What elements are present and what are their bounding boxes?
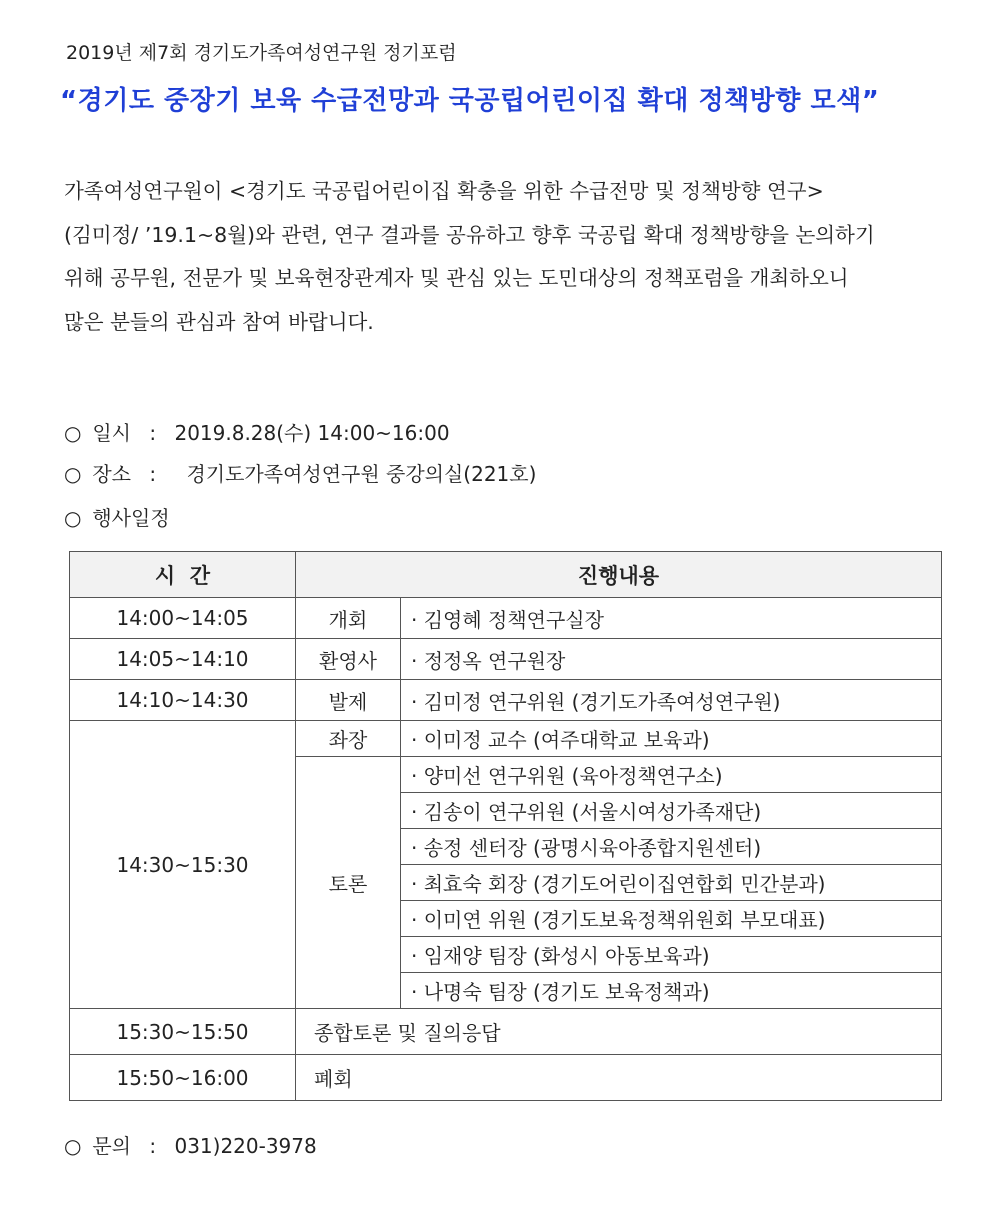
discussant: · 최효숙 회장 (경기도어린이집연합회 민간분과)	[401, 865, 942, 901]
row-content: 폐회	[296, 1055, 942, 1101]
contact-label: 문의	[92, 1134, 131, 1158]
row-desc: · 정정옥 연구원장	[401, 639, 942, 680]
row-time: 15:50~16:00	[70, 1055, 296, 1101]
row-desc: · 김영혜 정책연구실장	[401, 598, 942, 639]
panel-time: 14:30~15:30	[70, 721, 296, 1009]
discussant: · 임재양 팀장 (화성시 아동보육과)	[401, 937, 942, 973]
intro-line: (김미정/ ’19.1~8월)와 관련, 연구 결과를 공유하고 향후 국공립 확대 정책방향을 논의하기	[64, 222, 875, 247]
header-time: 시 간	[70, 552, 296, 598]
circle-bullet-icon: ○	[64, 462, 82, 486]
contact-phone: 031)220-3978	[174, 1134, 317, 1158]
datetime-info	[64, 417, 450, 446]
discussant: · 송정 센터장 (광명시육아종합지원센터)	[401, 829, 942, 865]
discussant: · 양미선 연구위원 (육아정책연구소)	[401, 757, 942, 793]
datetime-value: 2019.8.28(수) 14:00~16:00	[174, 421, 450, 445]
header-content: 진행내용	[296, 552, 942, 598]
contact-separator: :	[149, 1134, 157, 1158]
discussant: · 김송이 연구위원 (서울시여성가족재단)	[401, 793, 942, 829]
row-time: 15:30~15:50	[70, 1009, 296, 1055]
row-desc: · 김미정 연구위원 (경기도가족여성연구원)	[401, 680, 942, 721]
discussant: · 나명숙 팀장 (경기도 보육정책과)	[401, 973, 942, 1009]
row-content: 종합토론 및 질의응답	[296, 1009, 942, 1055]
datetime-separator: :	[149, 421, 157, 445]
row-time: 14:05~14:10	[70, 639, 296, 680]
row-role: 개회	[296, 598, 401, 639]
intro-paragraph	[64, 170, 964, 344]
circle-bullet-icon: ○	[64, 506, 82, 530]
schedule-heading	[64, 502, 170, 531]
intro-line: 가족여성연구원이 <경기도 국공립어린이집 확충을 위한 수급전망 및 정책방향 연구>	[64, 179, 824, 203]
table-row	[70, 680, 942, 721]
chair-role: 좌장	[296, 721, 401, 757]
intro-line: 많은 분들의 관심과 참여 바랍니다.	[64, 309, 374, 334]
intro-line: 위해 공무원, 전문가 및 보육현장관계자 및 관심 있는 도민대상의 정책포럼을 개최하오니	[64, 266, 849, 290]
discussion-role: 토론	[296, 757, 401, 1009]
contact-info	[64, 1130, 317, 1159]
table-header-row	[70, 552, 942, 598]
circle-bullet-icon: ○	[64, 421, 82, 445]
place-separator: :	[149, 462, 157, 486]
place-label: 장소	[92, 462, 131, 486]
row-role: 발제	[296, 680, 401, 721]
table-row	[70, 1055, 942, 1101]
chair-desc: · 이미정 교수 (여주대학교 보육과)	[401, 721, 942, 757]
table-row	[70, 721, 942, 757]
place-info	[64, 458, 536, 487]
place-value: 경기도가족여성연구원 중강의실(221호)	[186, 462, 537, 486]
forum-kicker: 2019년 제7회 경기도가족여성연구원 정기포럼	[66, 42, 457, 64]
table-row	[70, 598, 942, 639]
table-row	[70, 639, 942, 680]
row-role: 환영사	[296, 639, 401, 680]
row-time: 14:00~14:05	[70, 598, 296, 639]
table-row	[70, 1009, 942, 1055]
schedule-label: 행사일정	[92, 506, 170, 530]
discussant: · 이미연 위원 (경기도보육정책위원회 부모대표)	[401, 901, 942, 937]
forum-title: “경기도 중장기 보육 수급전망과 국공립어린이집 확대 정책방향 모색”	[60, 86, 880, 116]
schedule-table	[69, 551, 942, 1101]
circle-bullet-icon: ○	[64, 1134, 82, 1158]
datetime-label: 일시	[92, 421, 131, 445]
row-time: 14:10~14:30	[70, 680, 296, 721]
